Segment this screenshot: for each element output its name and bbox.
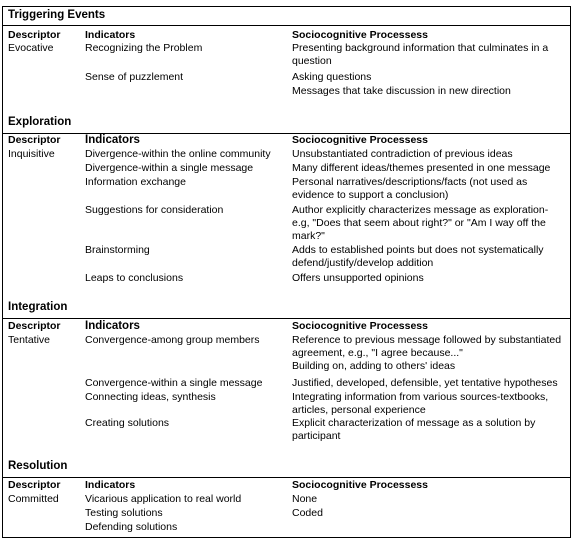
section-divider: [3, 318, 570, 319]
section-title: Resolution: [8, 460, 68, 472]
indicator-cell: Vicarious application to real world: [85, 493, 242, 505]
indicator-cell: Divergence-within the online community: [85, 148, 271, 160]
descriptor-header: Descriptor: [8, 320, 61, 332]
indicators-header: Indicators: [85, 479, 136, 491]
process-line: Messages that take discussion in new direction: [292, 85, 511, 97]
processes-header: Sociocognitive Processess: [292, 479, 428, 491]
process-line: defend/justify/develop addition: [292, 257, 434, 269]
process-line: participant: [292, 430, 341, 442]
process-line: Presenting background information that culminates in a: [292, 42, 549, 54]
indicator-cell: Convergence-within a single message: [85, 377, 263, 389]
process-line: Adds to established points but does not systematically: [292, 244, 544, 256]
indicators-header: Indicators: [85, 29, 136, 41]
processes-header: Sociocognitive Processess: [292, 134, 428, 146]
process-line: Building on, adding to others' ideas: [292, 360, 456, 372]
process-line: Many different ideas/themes presented in one message: [292, 162, 551, 174]
indicator-cell: Defending solutions: [85, 521, 178, 533]
indicator-cell: Convergence-among group members: [85, 334, 260, 346]
section-divider: [3, 25, 570, 26]
process-line: Reference to previous message followed by substantiated: [292, 334, 562, 346]
process-line: articles, personal experience: [292, 404, 426, 416]
indicator-cell: Recognizing the Problem: [85, 42, 203, 54]
descriptor-header: Descriptor: [8, 134, 61, 146]
indicator-cell: Suggestions for consideration: [85, 204, 224, 216]
indicator-cell: Sense of puzzlement: [85, 71, 184, 83]
process-line: Offers unsupported opinions: [292, 272, 424, 284]
descriptor-value: Evocative: [8, 42, 54, 54]
indicator-cell: Information exchange: [85, 176, 186, 188]
indicator-cell: Creating solutions: [85, 417, 170, 429]
process-line: mark?": [292, 230, 325, 242]
descriptor-value: Tentative: [8, 334, 51, 346]
indicators-header: Indicators: [85, 134, 140, 146]
descriptor-header: Descriptor: [8, 479, 61, 491]
indicator-cell: Divergence-within a single message: [85, 162, 254, 174]
process-line: question: [292, 55, 332, 67]
section-title: Triggering Events: [8, 9, 106, 21]
descriptor-value: Inquisitive: [8, 148, 55, 160]
process-line: None: [292, 493, 318, 505]
section-title: Integration: [8, 301, 68, 313]
process-line: Explicit characterization of message as a solution by: [292, 417, 536, 429]
process-line: Author explicitly characterizes message as exploration-: [292, 204, 549, 216]
process-line: Asking questions: [292, 71, 372, 83]
process-line: agreement, e.g., "I agree because...": [292, 347, 463, 359]
process-line: Integrating information from various sources-textbooks,: [292, 391, 549, 403]
process-line: e.g, "Does that seem about right?" or "Am I way off the: [292, 217, 546, 229]
indicator-cell: Testing solutions: [85, 507, 163, 519]
section-divider: [3, 477, 570, 478]
process-line: Coded: [292, 507, 323, 519]
section-title: Exploration: [8, 116, 72, 128]
indicator-cell: Connecting ideas, synthesis: [85, 391, 216, 403]
descriptor-value: Committed: [8, 493, 59, 505]
process-line: Personal narratives/descriptions/facts (not used as: [292, 176, 528, 188]
descriptor-header: Descriptor: [8, 29, 61, 41]
process-line: Justified, developed, defensible, yet tentative hypotheses: [292, 377, 558, 389]
indicator-cell: Leaps to conclusions: [85, 272, 184, 284]
process-line: evidence to support a conclusion): [292, 189, 449, 201]
processes-header: Sociocognitive Processess: [292, 29, 428, 41]
processes-header: Sociocognitive Processess: [292, 320, 428, 332]
indicators-header: Indicators: [85, 320, 140, 332]
process-line: Unsubstantiated contradiction of previous ideas: [292, 148, 513, 160]
framework-table: [2, 6, 571, 538]
indicator-cell: Brainstorming: [85, 244, 150, 256]
